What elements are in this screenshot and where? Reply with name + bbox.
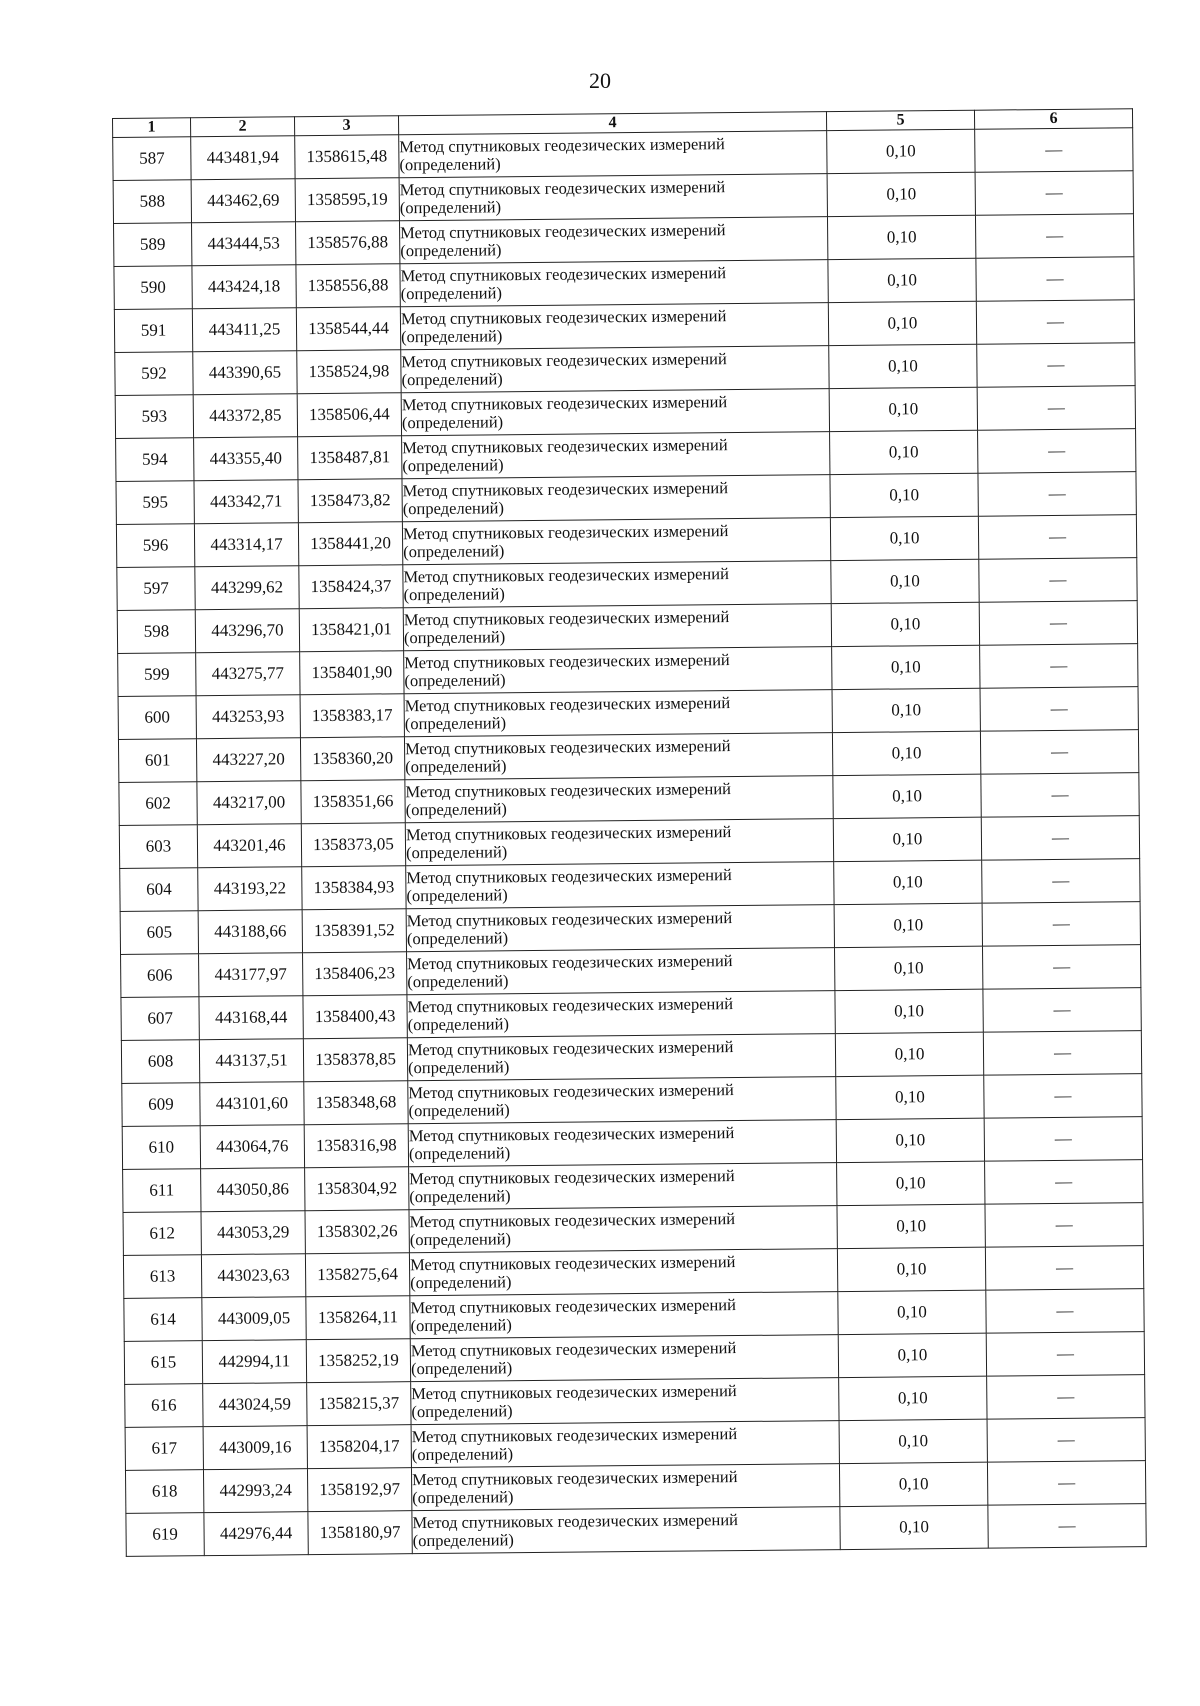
accuracy-value: 0,10 bbox=[839, 1419, 987, 1463]
coordinate-y: 1358556,88 bbox=[296, 264, 400, 308]
method-description bbox=[411, 1421, 839, 1468]
coordinate-x: 443064,76 bbox=[200, 1125, 304, 1169]
accuracy-value: 0,10 bbox=[830, 516, 978, 560]
method-line-2: (определений) bbox=[409, 1229, 512, 1250]
column-6-value: — bbox=[981, 816, 1139, 861]
method-line-1: Метод спутниковых геодезических измерений bbox=[409, 1209, 736, 1232]
method-line-1: Метод спутниковых геодезических измерений bbox=[409, 1166, 735, 1189]
coordinate-x: 443053,29 bbox=[201, 1211, 305, 1255]
accuracy-value: 0,10 bbox=[828, 258, 976, 302]
method-line-2: (определений) bbox=[403, 584, 505, 605]
method-line-1: Метод спутниковых геодезических измерений bbox=[404, 650, 730, 673]
accuracy-value: 0,10 bbox=[831, 602, 979, 646]
column-6-value: — bbox=[979, 558, 1137, 603]
point-number: 606 bbox=[121, 954, 199, 998]
accuracy-value: 0,10 bbox=[839, 1376, 987, 1420]
coordinate-x: 443314,17 bbox=[194, 523, 298, 567]
point-number: 592 bbox=[115, 352, 193, 396]
coordinate-y: 1358360,20 bbox=[300, 737, 404, 781]
method-line-1: Метод спутниковых геодезических измерений bbox=[408, 1080, 734, 1103]
method-line-1: Метод спутниковых геодезических измерений bbox=[411, 1467, 738, 1490]
method-line-1: Метод спутниковых геодезических измерений bbox=[411, 1424, 738, 1447]
coordinate-x: 443296,70 bbox=[195, 609, 299, 653]
coordinates-table bbox=[112, 108, 1147, 1557]
column-6-value: — bbox=[988, 1504, 1146, 1549]
point-number: 590 bbox=[114, 266, 192, 310]
method-line-2: (определений) bbox=[402, 498, 505, 519]
column-6-value: — bbox=[981, 773, 1139, 818]
point-number: 616 bbox=[125, 1384, 203, 1428]
coordinate-y: 1358615,48 bbox=[295, 135, 399, 179]
accuracy-value: 0,10 bbox=[840, 1505, 988, 1549]
coordinate-x: 443227,20 bbox=[196, 738, 300, 782]
method-description bbox=[409, 1206, 837, 1253]
coordinate-x: 443462,69 bbox=[191, 179, 295, 223]
point-number: 611 bbox=[123, 1169, 201, 1213]
method-line-1: Метод спутниковых геодезических измерений bbox=[404, 693, 731, 716]
coordinate-x: 443424,18 bbox=[192, 265, 296, 309]
method-line-2: (определений) bbox=[405, 756, 507, 777]
method-description bbox=[400, 303, 828, 350]
coordinate-y: 1358275,64 bbox=[305, 1253, 409, 1297]
point-number: 593 bbox=[115, 395, 193, 439]
method-line-1: Метод спутниковых геодезических измерений bbox=[410, 1338, 737, 1361]
accuracy-value: 0,10 bbox=[833, 817, 981, 861]
method-line-2: (определений) bbox=[410, 1272, 512, 1293]
point-number: 602 bbox=[119, 782, 197, 826]
coordinate-x: 443253,93 bbox=[196, 695, 300, 739]
point-number: 600 bbox=[118, 696, 196, 740]
coordinate-x: 443372,85 bbox=[193, 394, 297, 438]
point-number: 596 bbox=[116, 524, 194, 568]
method-description bbox=[411, 1464, 839, 1511]
method-line-2: (определений) bbox=[407, 1014, 510, 1035]
method-description bbox=[404, 733, 832, 780]
method-line-2: (определений) bbox=[410, 1358, 513, 1379]
point-number: 618 bbox=[125, 1470, 203, 1514]
page-number: 20 bbox=[589, 68, 611, 93]
accuracy-value: 0,10 bbox=[828, 301, 976, 345]
table-body bbox=[113, 128, 1147, 1557]
method-line-2: (определений) bbox=[410, 1315, 512, 1336]
method-line-2: (определений) bbox=[403, 541, 505, 562]
header-col-4: 4 bbox=[398, 112, 826, 135]
method-line-2: (определений) bbox=[401, 326, 503, 347]
coordinate-y: 1358487,81 bbox=[298, 436, 402, 480]
column-6-value: — bbox=[975, 128, 1133, 173]
column-6-value: — bbox=[977, 386, 1135, 431]
point-number: 587 bbox=[113, 137, 191, 181]
coordinate-y: 1358391,52 bbox=[302, 909, 406, 953]
coordinate-y: 1358544,44 bbox=[296, 307, 400, 351]
coordinate-y: 1358473,82 bbox=[298, 479, 402, 523]
point-number: 601 bbox=[118, 739, 196, 783]
coordinate-y: 1358506,44 bbox=[297, 393, 401, 437]
method-line-1: Метод спутниковых геодезических измерений bbox=[405, 822, 732, 845]
coordinate-x: 443193,22 bbox=[198, 867, 302, 911]
method-line-1: Метод спутниковых геодезических измерений bbox=[407, 1037, 734, 1060]
accuracy-value: 0,10 bbox=[832, 731, 980, 775]
method-description bbox=[405, 819, 833, 866]
coordinate-x: 443177,97 bbox=[199, 953, 303, 997]
coordinate-y: 1358264,11 bbox=[306, 1296, 410, 1340]
point-number: 591 bbox=[114, 309, 192, 353]
column-6-value: — bbox=[978, 515, 1136, 560]
column-6-value: — bbox=[976, 300, 1134, 345]
method-line-1: Метод спутниковых геодезических измерений bbox=[401, 392, 728, 415]
accuracy-value: 0,10 bbox=[839, 1462, 987, 1506]
column-6-value: — bbox=[986, 1332, 1144, 1377]
accuracy-value: 0,10 bbox=[835, 1032, 983, 1076]
method-description bbox=[407, 1034, 835, 1081]
coordinate-x: 443009,16 bbox=[203, 1426, 307, 1470]
point-number: 619 bbox=[126, 1513, 204, 1557]
accuracy-value: 0,10 bbox=[831, 559, 979, 603]
coordinate-y: 1358595,19 bbox=[295, 178, 399, 222]
method-description bbox=[400, 260, 828, 307]
method-line-1: Метод спутниковых геодезических измерений bbox=[403, 607, 730, 630]
method-description bbox=[411, 1378, 839, 1425]
method-description bbox=[408, 1077, 836, 1124]
column-6-value: — bbox=[980, 687, 1138, 732]
method-line-1: Метод спутниковых геодезических измерений bbox=[402, 478, 729, 501]
point-number: 607 bbox=[121, 997, 199, 1041]
coordinate-y: 1358180,97 bbox=[308, 1511, 412, 1555]
method-line-1: Метод спутниковых геодезических измерений bbox=[400, 220, 726, 243]
method-line-1: Метод спутниковых геодезических измерений bbox=[403, 564, 729, 587]
method-line-2: (определений) bbox=[409, 1186, 511, 1207]
coordinate-x: 443355,40 bbox=[194, 437, 298, 481]
method-line-2: (определений) bbox=[412, 1530, 514, 1551]
point-number: 595 bbox=[116, 481, 194, 525]
point-number: 604 bbox=[120, 868, 198, 912]
coordinate-x: 443481,94 bbox=[191, 136, 295, 180]
coordinate-x: 443390,65 bbox=[193, 351, 297, 395]
column-6-value: — bbox=[975, 214, 1133, 259]
method-description bbox=[402, 432, 830, 479]
coordinate-x: 442993,24 bbox=[203, 1469, 307, 1513]
coordinate-x: 443342,71 bbox=[194, 480, 298, 524]
method-line-1: Метод спутниковых геодезических измерений bbox=[401, 349, 727, 372]
method-description bbox=[401, 346, 829, 393]
method-line-1: Метод спутниковых геодезических измерений bbox=[404, 736, 731, 759]
column-6-value: — bbox=[976, 257, 1134, 302]
method-line-1: Метод спутниковых геодезических измерений bbox=[407, 951, 733, 974]
coordinate-y: 1358406,23 bbox=[303, 952, 407, 996]
method-line-2: (определений) bbox=[404, 713, 507, 734]
coordinate-y: 1358441,20 bbox=[298, 522, 402, 566]
method-description bbox=[410, 1335, 838, 1382]
column-6-value: — bbox=[982, 902, 1140, 947]
coordinate-y: 1358383,17 bbox=[300, 694, 404, 738]
accuracy-value: 0,10 bbox=[827, 215, 975, 259]
coordinate-y: 1358348,68 bbox=[304, 1081, 408, 1125]
coordinate-x: 443009,05 bbox=[202, 1297, 306, 1341]
accuracy-value: 0,10 bbox=[837, 1204, 985, 1248]
method-line-2: (определений) bbox=[405, 842, 508, 863]
point-number: 594 bbox=[116, 438, 194, 482]
coordinate-y: 1358384,93 bbox=[302, 866, 406, 910]
header-col-6: 6 bbox=[974, 109, 1132, 130]
method-line-1: Метод спутниковых геодезических измерений bbox=[407, 994, 734, 1017]
coordinate-y: 1358204,17 bbox=[307, 1425, 411, 1469]
accuracy-value: 0,10 bbox=[836, 1118, 984, 1162]
coordinate-y: 1358421,01 bbox=[299, 608, 403, 652]
coordinate-y: 1358316,98 bbox=[304, 1124, 408, 1168]
column-6-value: — bbox=[987, 1375, 1145, 1420]
accuracy-value: 0,10 bbox=[834, 946, 982, 990]
coordinate-y: 1358424,37 bbox=[299, 565, 403, 609]
method-line-2: (определений) bbox=[401, 412, 504, 433]
method-line-2: (определений) bbox=[408, 1143, 511, 1164]
method-description bbox=[409, 1163, 837, 1210]
method-line-2: (определений) bbox=[412, 1487, 514, 1508]
method-line-2: (определений) bbox=[403, 627, 506, 648]
header-col-3: 3 bbox=[294, 116, 398, 136]
coordinate-y: 1358401,90 bbox=[300, 651, 404, 695]
header-col-2: 2 bbox=[191, 117, 295, 137]
method-line-1: Метод спутниковых геодезических измерений bbox=[406, 908, 733, 931]
column-6-value: — bbox=[978, 472, 1136, 517]
coordinate-x: 443299,62 bbox=[195, 566, 299, 610]
point-number: 599 bbox=[118, 653, 196, 697]
method-description bbox=[402, 518, 830, 565]
column-6-value: — bbox=[983, 1031, 1141, 1076]
accuracy-value: 0,10 bbox=[837, 1247, 985, 1291]
accuracy-value: 0,10 bbox=[827, 172, 975, 216]
coordinate-x: 442994,11 bbox=[202, 1340, 306, 1384]
coordinate-x: 443101,60 bbox=[200, 1082, 304, 1126]
method-line-2: (определений) bbox=[404, 670, 506, 691]
method-description bbox=[410, 1292, 838, 1339]
column-6-value: — bbox=[986, 1289, 1144, 1334]
coordinate-y: 1358192,97 bbox=[307, 1468, 411, 1512]
accuracy-value: 0,10 bbox=[827, 129, 975, 173]
method-line-2: (определений) bbox=[399, 154, 501, 175]
method-line-1: Метод спутниковых геодезических измерений bbox=[411, 1381, 737, 1404]
point-number: 598 bbox=[117, 610, 195, 654]
method-description bbox=[404, 690, 832, 737]
coordinate-x: 443168,44 bbox=[199, 996, 303, 1040]
method-description bbox=[405, 776, 833, 823]
coordinate-y: 1358400,43 bbox=[303, 995, 407, 1039]
method-line-2: (определений) bbox=[408, 1057, 510, 1078]
coordinate-y: 1358302,26 bbox=[305, 1210, 409, 1254]
method-line-1: Метод спутниковых геодезических измерений bbox=[408, 1123, 735, 1146]
coordinate-x: 443024,59 bbox=[203, 1383, 307, 1427]
accuracy-value: 0,10 bbox=[834, 860, 982, 904]
method-line-1: Метод спутниковых геодезических измерений bbox=[400, 263, 727, 286]
point-number: 597 bbox=[117, 567, 195, 611]
method-description bbox=[406, 905, 834, 952]
coordinate-x: 443444,53 bbox=[192, 222, 296, 266]
method-line-2: (определений) bbox=[411, 1401, 513, 1422]
coordinate-y: 1358524,98 bbox=[297, 350, 401, 394]
coordinate-y: 1358373,05 bbox=[301, 823, 405, 867]
column-6-value: — bbox=[980, 644, 1138, 689]
method-description bbox=[402, 475, 830, 522]
method-description bbox=[399, 174, 827, 221]
coordinate-x: 443411,25 bbox=[192, 308, 296, 352]
column-6-value: — bbox=[982, 859, 1140, 904]
method-description bbox=[399, 131, 827, 178]
method-line-2: (определений) bbox=[407, 971, 509, 992]
accuracy-value: 0,10 bbox=[834, 903, 982, 947]
point-number: 613 bbox=[123, 1255, 201, 1299]
column-6-value: — bbox=[977, 343, 1135, 388]
method-description bbox=[403, 561, 831, 608]
method-line-1: Метод спутниковых геодезических измерений bbox=[402, 435, 728, 458]
accuracy-value: 0,10 bbox=[829, 344, 977, 388]
method-line-2: (определений) bbox=[408, 1100, 510, 1121]
accuracy-value: 0,10 bbox=[830, 430, 978, 474]
method-description bbox=[407, 991, 835, 1038]
accuracy-value: 0,10 bbox=[833, 774, 981, 818]
method-line-1: Метод спутниковых геодезических измерений bbox=[409, 1252, 736, 1275]
column-6-value: — bbox=[984, 1117, 1142, 1162]
point-number: 588 bbox=[113, 180, 191, 224]
method-description bbox=[399, 217, 827, 264]
column-6-value: — bbox=[987, 1461, 1145, 1506]
method-line-2: (определений) bbox=[405, 799, 507, 820]
method-description bbox=[401, 389, 829, 436]
table-row bbox=[126, 1504, 1146, 1557]
method-line-2: (определений) bbox=[406, 928, 509, 949]
method-line-1: Метод спутниковых геодезических измерений bbox=[399, 134, 725, 157]
method-line-2: (определений) bbox=[402, 455, 504, 476]
method-line-2: (определений) bbox=[399, 197, 502, 218]
method-line-1: Метод спутниковых геодезических измерений bbox=[410, 1295, 736, 1318]
method-description bbox=[409, 1249, 837, 1296]
point-number: 615 bbox=[124, 1341, 202, 1385]
point-number: 605 bbox=[120, 911, 198, 955]
column-6-value: — bbox=[979, 601, 1137, 646]
method-line-1: Метод спутниковых геодезических измерений bbox=[405, 779, 732, 802]
accuracy-value: 0,10 bbox=[838, 1290, 986, 1334]
accuracy-value: 0,10 bbox=[832, 688, 980, 732]
coordinate-x: 443137,51 bbox=[199, 1039, 303, 1083]
accuracy-value: 0,10 bbox=[836, 1075, 984, 1119]
accuracy-value: 0,10 bbox=[838, 1333, 986, 1377]
method-line-1: Метод спутниковых геодезических измерений bbox=[399, 177, 726, 200]
column-6-value: — bbox=[975, 171, 1133, 216]
column-6-value: — bbox=[980, 730, 1138, 775]
coordinate-x: 442976,44 bbox=[204, 1512, 308, 1556]
method-line-2: (определений) bbox=[400, 283, 502, 304]
method-line-1: Метод спутниковых геодезических измерений bbox=[406, 865, 732, 888]
method-line-1: Метод спутниковых геодезических измерений bbox=[400, 306, 727, 329]
method-line-2: (определений) bbox=[406, 885, 508, 906]
coordinate-x: 443023,63 bbox=[201, 1254, 305, 1298]
method-line-2: (определений) bbox=[400, 240, 502, 261]
method-description bbox=[403, 604, 831, 651]
method-line-1: Метод спутниковых геодезических измерений bbox=[412, 1510, 739, 1533]
column-6-value: — bbox=[985, 1203, 1143, 1248]
point-number: 608 bbox=[121, 1040, 199, 1084]
point-number: 589 bbox=[114, 223, 192, 267]
coordinate-y: 1358215,37 bbox=[307, 1382, 411, 1426]
column-6-value: — bbox=[985, 1160, 1143, 1205]
coordinate-x: 443275,77 bbox=[196, 652, 300, 696]
method-description bbox=[404, 647, 832, 694]
point-number: 609 bbox=[122, 1083, 200, 1127]
point-number: 617 bbox=[125, 1427, 203, 1471]
method-description bbox=[406, 862, 834, 909]
coordinate-y: 1358576,88 bbox=[296, 221, 400, 265]
column-6-value: — bbox=[978, 429, 1136, 474]
coordinate-y: 1358378,85 bbox=[303, 1038, 407, 1082]
point-number: 614 bbox=[124, 1298, 202, 1342]
coordinate-x: 443217,00 bbox=[197, 781, 301, 825]
coordinate-x: 443188,66 bbox=[198, 910, 302, 954]
method-description bbox=[412, 1507, 840, 1554]
point-number: 603 bbox=[119, 825, 197, 869]
coordinate-y: 1358252,19 bbox=[306, 1339, 410, 1383]
coordinate-y: 1358351,66 bbox=[301, 780, 405, 824]
accuracy-value: 0,10 bbox=[835, 989, 983, 1033]
header-col-5: 5 bbox=[826, 110, 974, 130]
method-line-2: (определений) bbox=[411, 1444, 514, 1465]
header-col-1: 1 bbox=[113, 118, 191, 138]
column-6-value: — bbox=[983, 988, 1141, 1033]
method-description bbox=[408, 1120, 836, 1167]
accuracy-value: 0,10 bbox=[837, 1161, 985, 1205]
column-6-value: — bbox=[985, 1246, 1143, 1291]
method-description bbox=[407, 948, 835, 995]
method-line-2: (определений) bbox=[401, 369, 503, 390]
coordinate-x: 443201,46 bbox=[197, 824, 301, 868]
column-6-value: — bbox=[982, 945, 1140, 990]
point-number: 610 bbox=[122, 1126, 200, 1170]
accuracy-value: 0,10 bbox=[832, 645, 980, 689]
accuracy-value: 0,10 bbox=[829, 387, 977, 431]
accuracy-value: 0,10 bbox=[830, 473, 978, 517]
column-6-value: — bbox=[987, 1418, 1145, 1463]
point-number: 612 bbox=[123, 1212, 201, 1256]
coordinate-x: 443050,86 bbox=[201, 1168, 305, 1212]
coordinate-y: 1358304,92 bbox=[305, 1167, 409, 1211]
method-line-1: Метод спутниковых геодезических измерений bbox=[402, 521, 729, 544]
column-6-value: — bbox=[984, 1074, 1142, 1119]
